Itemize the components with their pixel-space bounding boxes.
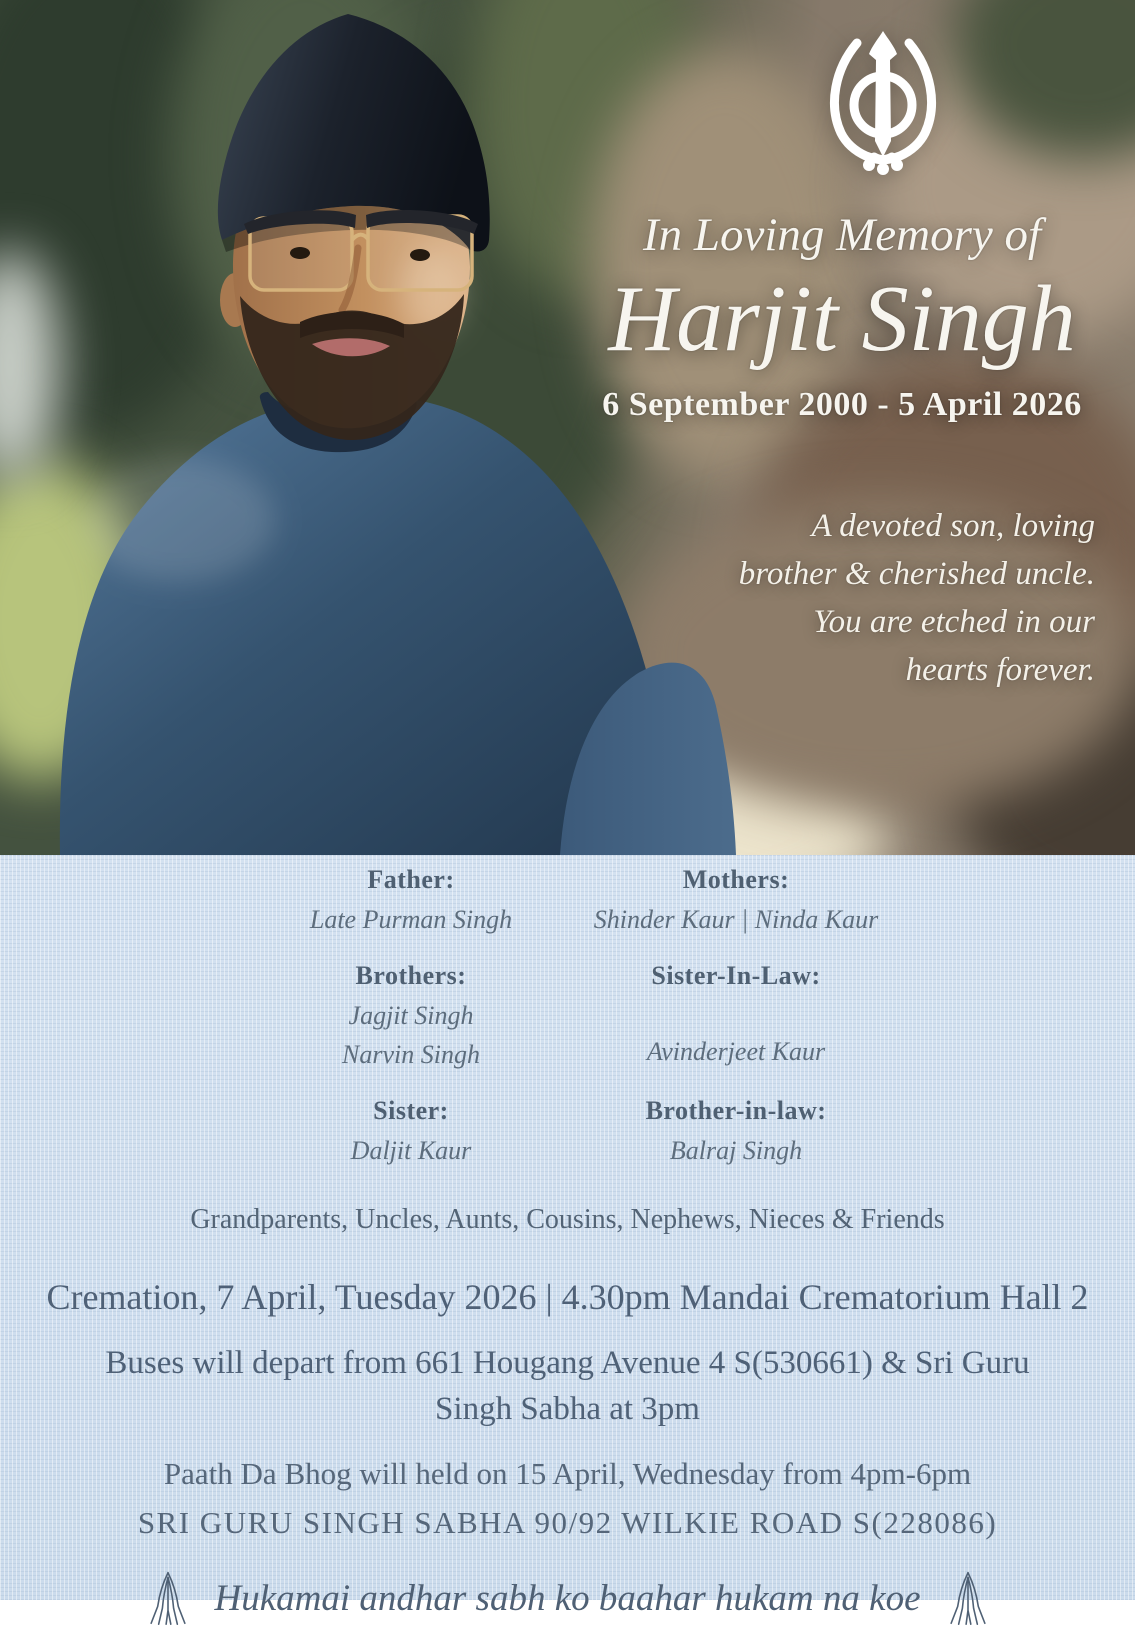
closing-quote <box>0 1569 1135 1627</box>
family-label: Brother-in-law: <box>645 1096 827 1125</box>
family-name: Shinder Kaur | Ninda Kaur <box>593 905 879 934</box>
memorial-eyebrow: In Loving Memory of <box>642 209 1042 261</box>
family-name: Avinderjeet Kaur <box>646 1037 826 1066</box>
tribute-text <box>739 503 1095 694</box>
family-group-brother-in-law <box>579 1096 894 1166</box>
family-group-mothers <box>579 865 894 935</box>
life-dates: 6 September 2000 - 5 April 2026 <box>602 386 1082 424</box>
details-section <box>0 855 1135 1619</box>
extended-family-line: Grandparents, Uncles, Aunts, Cousins, Nephews, Nieces & Friends <box>190 1204 945 1235</box>
photo-overlay <box>577 209 1107 424</box>
bus-details-line: Buses will depart from 661 Hougang Avenue 4 S(530661) & Sri Guru <box>105 1345 1030 1381</box>
family-group-father <box>254 865 569 935</box>
family-name: Jagjit Singh <box>348 1001 474 1030</box>
cremation-details: Cremation, 7 April, Tuesday 2026 | 4.30pm Mandai Crematorium Hall 2 <box>46 1277 1089 1317</box>
family-name: Balraj Singh <box>669 1136 803 1165</box>
deceased-name: Harjit Singh <box>608 267 1076 371</box>
khanda-icon <box>808 20 958 198</box>
closing-quote-text: Hukamai andhar sabh ko baahar hukam na koe <box>214 1577 921 1619</box>
bus-details-line: Singh Sabha at 3pm <box>435 1391 700 1428</box>
venue-address: SRI GURU SINGH SABHA 90/92 WILKIE ROAD S(228086) <box>137 1505 998 1541</box>
family-group-sister-in-law <box>579 961 894 1070</box>
eye <box>410 249 430 261</box>
praying-hands-icon <box>147 1569 189 1627</box>
tribute-line: You are etched in our <box>813 603 1095 640</box>
family-label: Brothers: <box>355 961 467 990</box>
eye <box>290 247 310 259</box>
family-grid <box>254 865 894 1166</box>
family-label: Father: <box>367 865 455 894</box>
bus-details <box>0 1340 1135 1432</box>
family-label: Mothers: <box>682 865 790 894</box>
family-name: Daljit Kaur <box>350 1136 472 1165</box>
family-name: Late Purman Singh <box>309 905 513 934</box>
paath-da-bhog-details: Paath Da Bhog will held on 15 April, Wednesday from 4pm-6pm <box>163 1456 972 1492</box>
family-label: Sister-In-Law: <box>651 961 821 990</box>
family-label: Sister: <box>373 1096 449 1125</box>
family-group-brothers <box>254 961 569 1070</box>
praying-hands-icon <box>947 1569 989 1627</box>
family-group-sister <box>254 1096 569 1166</box>
tribute-line: A devoted son, loving <box>811 508 1095 544</box>
tribute-line: hearts forever. <box>905 651 1095 688</box>
family-name: Narvin Singh <box>342 1040 480 1069</box>
tribute-line: brother & cherished uncle. <box>738 555 1095 592</box>
